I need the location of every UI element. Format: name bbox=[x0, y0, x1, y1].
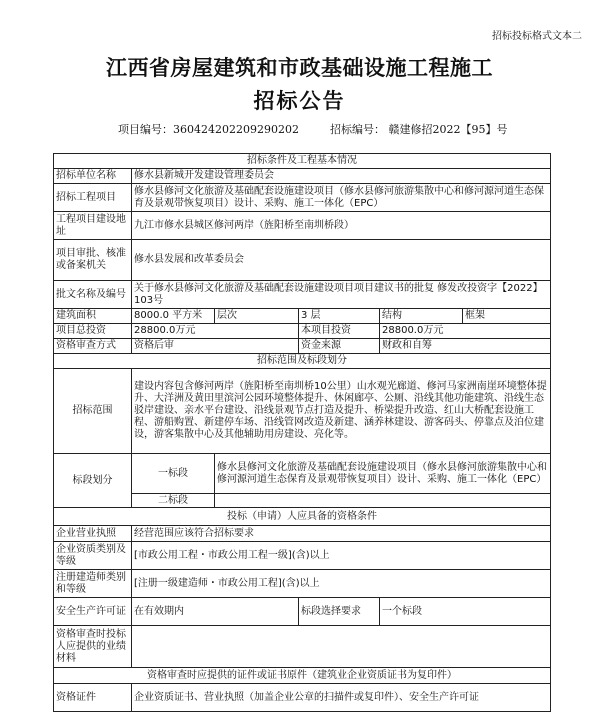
template-tag: 招标投标格式文本二 bbox=[492, 31, 582, 42]
license-label: 企业营业执照 bbox=[54, 526, 132, 542]
structure-label: 结构 bbox=[380, 309, 463, 324]
project-value: 修水县修河文化旅游及基础配套设施建设项目（修水县修河旅游集散中心和修河源河道生态保育及景观带恢复项目）设计、采购、施工一体化（EPC） bbox=[132, 184, 551, 212]
approval-value: 修水县发展和改革委员会 bbox=[132, 240, 551, 281]
review-value: 资格后审 bbox=[132, 339, 299, 354]
floors-value: 3 层 bbox=[299, 309, 380, 324]
scope-value: 建设内容包含修河两岸（旌阳桥至南圳桥10公里）山水观光廊道、修河马家洲南崖环境整体提升、大洋洲及黄田里滨河公园环境整体提升、休闲廊亭、公厕、沿线其他功能建筑、沿线生态驳岸建设、亲水平台建设、沿线景观节点打造及提升、桥梁提升改造、红山大桥配套设施工程、游船购置、新建停车场、沿线管网改造及新建、涵养林建设、游客码头、停靠点及泊位建设，游客集散中心及其他辅助用房建设、亮化等。 bbox=[132, 369, 551, 454]
tender-number: 招标编号： 赣建修招2022【95】号 bbox=[330, 123, 508, 136]
structure-value: 框架 bbox=[463, 309, 551, 324]
page-title-line1: 江西省房屋建筑和市政基础设施工程施工 bbox=[106, 55, 493, 80]
grade-value: [市政公用工程・市政公用工程一级](含)以上 bbox=[132, 542, 551, 570]
this-invest-value: 28800.0万元 bbox=[380, 324, 551, 339]
grade-label: 企业资质类别及等级 bbox=[54, 542, 132, 570]
approval-label: 项目审批、核准或备案机关 bbox=[54, 240, 132, 281]
builder-value: [注册一级建造师・市政公用工程](含)以上 bbox=[132, 570, 551, 598]
announcement-table bbox=[53, 153, 551, 712]
owner-label: 招标单位名称 bbox=[54, 169, 132, 184]
scope-label: 招标范围 bbox=[54, 369, 132, 454]
owner-value: 修水县新城开发建设管理委员会 bbox=[132, 169, 551, 184]
fund-label: 资金来源 bbox=[299, 339, 380, 354]
location-label: 工程项目建设地址 bbox=[54, 212, 132, 240]
this-invest-label: 本项目投资 bbox=[299, 324, 380, 339]
builder-label: 注册建造师类别和等级 bbox=[54, 570, 132, 598]
safety-value: 在有效期内 bbox=[132, 598, 299, 626]
lot2-value bbox=[215, 494, 551, 508]
cert-label: 资格证件 bbox=[54, 684, 132, 712]
perf-value bbox=[132, 626, 551, 668]
section-scope: 招标范围及标段划分 bbox=[54, 354, 551, 369]
approval-doc-value: 关于修水县修河文化旅游及基础配套设施建设项目项目建议书的批复 修发改投资字【2022】103号 bbox=[132, 281, 551, 309]
review-label: 资格审查方式 bbox=[54, 339, 132, 354]
section-qualification: 投标（申请）人应具备的资格条件 bbox=[54, 508, 551, 526]
lot1-value: 修水县修河文化旅游及基础配套设施建设项目（修水县修河旅游集散中心和修河源河道生态保育及景观带恢复项目）设计、采购、施工一体化（EPC） bbox=[215, 454, 551, 494]
cert-value: 企业资质证书、营业执照（加盖企业公章的扫描件或复印件）、安全生产许可证 bbox=[132, 684, 551, 712]
fund-value: 财政和自筹 bbox=[380, 339, 551, 354]
section-documents: 资格审查时应提供的证件或证书原件（建筑业企业资质证书为复印件） bbox=[54, 668, 551, 684]
lot-req-value: 一个标段 bbox=[380, 598, 551, 626]
lot2-label: 二标段 bbox=[132, 494, 215, 508]
total-invest-value: 28800.0万元 bbox=[132, 324, 299, 339]
approval-doc-label: 批文名称及编号 bbox=[54, 281, 132, 309]
division-label: 标段划分 bbox=[54, 454, 132, 508]
location-value: 九江市修水县城区修河两岸（旌阳桥至南圳桥段） bbox=[132, 212, 551, 240]
safety-label: 安全生产许可证 bbox=[54, 598, 132, 626]
area-label: 建筑面积 bbox=[54, 309, 132, 324]
perf-label: 资格审查时投标人应提供的业绩材料 bbox=[54, 626, 132, 668]
floors-label: 层次 bbox=[215, 309, 299, 324]
page-title-line2: 招标公告 bbox=[253, 88, 346, 113]
total-invest-label: 项目总投资 bbox=[54, 324, 132, 339]
project-number: 项目编号：360424202209290202 bbox=[118, 123, 299, 136]
lot-req-label: 标段选择要求 bbox=[299, 598, 380, 626]
project-label: 招标工程项目 bbox=[54, 184, 132, 212]
license-value: 经营范围应该符合招标要求 bbox=[132, 526, 551, 542]
area-value: 8000.0 平方米 bbox=[132, 309, 215, 324]
lot1-label: 一标段 bbox=[132, 454, 215, 494]
section-conditions: 招标条件及工程基本情况 bbox=[54, 154, 551, 169]
